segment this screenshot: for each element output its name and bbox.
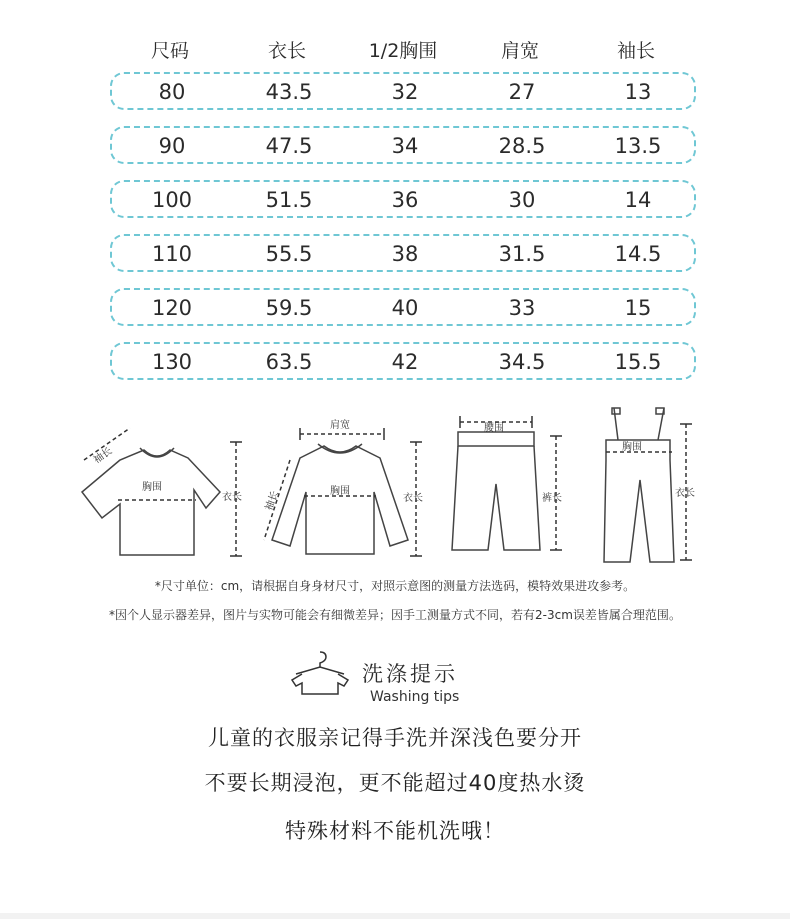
overalls-length-label: 衣长 bbox=[675, 488, 695, 499]
cell-half-chest: 34 bbox=[391, 134, 419, 158]
cell-shoulder: 31.5 bbox=[498, 242, 546, 266]
bottom-divider bbox=[0, 913, 790, 919]
cell-sleeve: 14 bbox=[624, 188, 652, 212]
shorts-diagram bbox=[452, 416, 562, 550]
measurement-diagrams bbox=[0, 400, 790, 570]
shorts-length-label: 裤长 bbox=[542, 493, 562, 504]
table-row bbox=[110, 72, 696, 110]
tshirt-chest-label: 胸围 bbox=[142, 482, 162, 493]
cell-size: 110 bbox=[151, 242, 193, 266]
cell-shoulder: 33 bbox=[508, 296, 536, 320]
cell-sleeve: 13 bbox=[624, 80, 652, 104]
sweater-shoulder-label: 肩宽 bbox=[330, 420, 350, 431]
cell-size: 100 bbox=[151, 188, 193, 212]
cell-size: 120 bbox=[151, 296, 193, 320]
cell-sleeve: 13.5 bbox=[614, 134, 662, 158]
size-table-header bbox=[0, 34, 790, 64]
size-note-1: *尺寸单位：cm，请根据自身身材尺寸，对照示意图的测量方法选码，模特效果进攻参考。 bbox=[154, 579, 636, 593]
sweater-length-label: 衣长 bbox=[403, 493, 423, 504]
washing-tip-2: 不要长期浸泡，更不能超过40度热水烫 bbox=[204, 771, 586, 795]
washing-subtitle: Washing tips bbox=[370, 689, 460, 705]
tshirt-sleeve-label: 袖长 bbox=[91, 445, 115, 467]
cell-half-chest: 36 bbox=[391, 188, 419, 212]
cell-length: 59.5 bbox=[265, 296, 313, 320]
table-row bbox=[110, 126, 696, 164]
cell-sleeve: 14.5 bbox=[614, 242, 662, 266]
cell-sleeve: 15 bbox=[624, 296, 652, 320]
cell-shoulder: 34.5 bbox=[498, 350, 546, 374]
overalls-diagram bbox=[604, 408, 695, 562]
sweater-chest-label: 胸围 bbox=[330, 486, 350, 497]
header-shoulder: 肩宽 bbox=[500, 40, 539, 62]
header-sleeve: 袖长 bbox=[616, 40, 655, 62]
size-note-2: *因个人显示器差异，图片与实物可能会有细微差异；因手工测量方式不同，若有2-3cm误差皆属合理范围。 bbox=[109, 608, 681, 622]
cell-length: 63.5 bbox=[265, 350, 313, 374]
washing-tip-1: 儿童的衣服亲记得手洗并深浅色要分开 bbox=[208, 726, 582, 750]
cell-size: 90 bbox=[158, 134, 186, 158]
cell-length: 51.5 bbox=[265, 188, 313, 212]
tshirt-length-label: 衣长 bbox=[222, 492, 242, 503]
tshirt-diagram bbox=[82, 428, 242, 556]
sweater-diagram bbox=[262, 418, 423, 556]
cell-length: 47.5 bbox=[265, 134, 313, 158]
hanger-shirt-icon bbox=[288, 648, 352, 696]
header-size: 尺码 bbox=[150, 40, 189, 62]
cell-size: 130 bbox=[151, 350, 193, 374]
table-row bbox=[110, 180, 696, 218]
cell-length: 43.5 bbox=[265, 80, 313, 104]
cell-half-chest: 38 bbox=[391, 242, 419, 266]
header-length: 衣长 bbox=[267, 40, 306, 62]
sweater-sleeve-label: 袖长 bbox=[263, 489, 281, 513]
cell-half-chest: 40 bbox=[391, 296, 419, 320]
header-half-chest: 1/2胸围 bbox=[368, 40, 438, 62]
washing-title: 洗涤提示 bbox=[362, 662, 458, 686]
overalls-chest-label: 胸围 bbox=[622, 442, 642, 453]
cell-half-chest: 42 bbox=[391, 350, 419, 374]
table-row bbox=[110, 342, 696, 380]
table-row bbox=[110, 288, 696, 326]
cell-shoulder: 28.5 bbox=[498, 134, 546, 158]
cell-length: 55.5 bbox=[265, 242, 313, 266]
cell-shoulder: 30 bbox=[508, 188, 536, 212]
cell-sleeve: 15.5 bbox=[614, 350, 662, 374]
cell-half-chest: 32 bbox=[391, 80, 419, 104]
cell-shoulder: 27 bbox=[508, 80, 536, 104]
cell-size: 80 bbox=[158, 80, 186, 104]
shorts-waist-label: 腰围 bbox=[484, 423, 504, 434]
table-row bbox=[110, 234, 696, 272]
washing-tip-3: 特殊材料不能机洗哦！ bbox=[285, 819, 505, 843]
